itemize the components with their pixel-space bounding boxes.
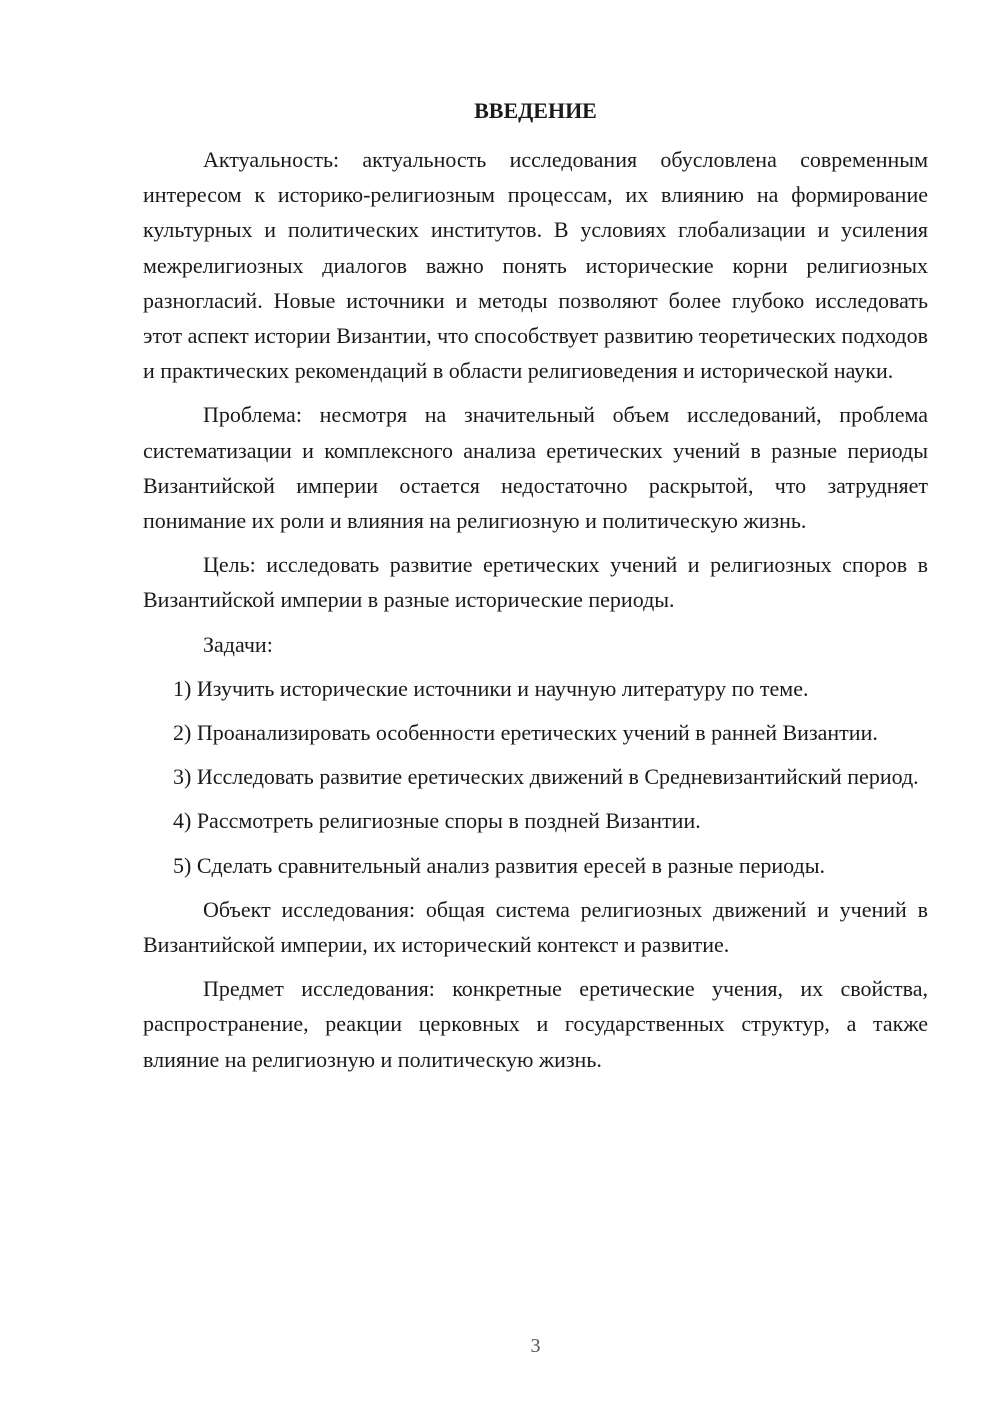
task-item-5: 5) Сделать сравнительный анализ развития ересей в разные периоды. xyxy=(173,852,825,878)
paragraph-goal: Цель: исследовать развитие еретических учений и религиозных споров в Византийской империи в разные исторические периоды. xyxy=(143,552,928,613)
document-body xyxy=(143,142,928,1086)
task-item-1: 1) Изучить исторические источники и научную литературу по теме. xyxy=(173,675,809,701)
document-page xyxy=(143,0,928,1414)
paragraph-tasks-heading: Задачи: xyxy=(203,631,273,657)
task-item-4: 4) Рассмотреть религиозные споры в поздней Византии. xyxy=(173,808,701,834)
paragraph-research-object: Объект исследования: общая система религиозных движений и учений в Византийской империи, их исторический контекст и развитие. xyxy=(143,896,928,958)
page-number: 3 xyxy=(530,1335,541,1357)
paragraph-research-subject: Предмет исследования: конкретные еретические учения, их свойства, распространение, реакции церковных и государственных структур, а также влияние на религиозную и политическую жизнь. xyxy=(143,976,928,1072)
paragraph-problem: Проблема: несмотря на значительный объем исследований, проблема систематизации и комплексного анализа еретических учений в разные периоды Византийской империи остается недостаточно раскрытой, что затрудняет понимание их роли и влияния на религиозную и политическую жизнь. xyxy=(143,402,928,534)
task-item-2: 2) Проанализировать особенности еретических учений в ранней Византии. xyxy=(173,720,878,746)
task-item-3: 3) Исследовать развитие еретических движений в Средневизантийский период. xyxy=(173,764,919,790)
paragraph-relevance: Актуальность: актуальность исследования обусловлена современным интересом к историко-религиозным процессам, их влиянию на формирование культурных и политических институтов. В условиях глобализации и усиления межрелигиозных диалогов важно понять исторические корни религиозных разногласий. Новые источники и методы позволяют более глубоко исследовать этот аспект истории Византии, что способствует развитию теоретических подходов и практических рекомендаций в области религиоведения и исторической науки. xyxy=(143,147,928,384)
page-title: ВВЕДЕНИЕ xyxy=(474,98,597,123)
